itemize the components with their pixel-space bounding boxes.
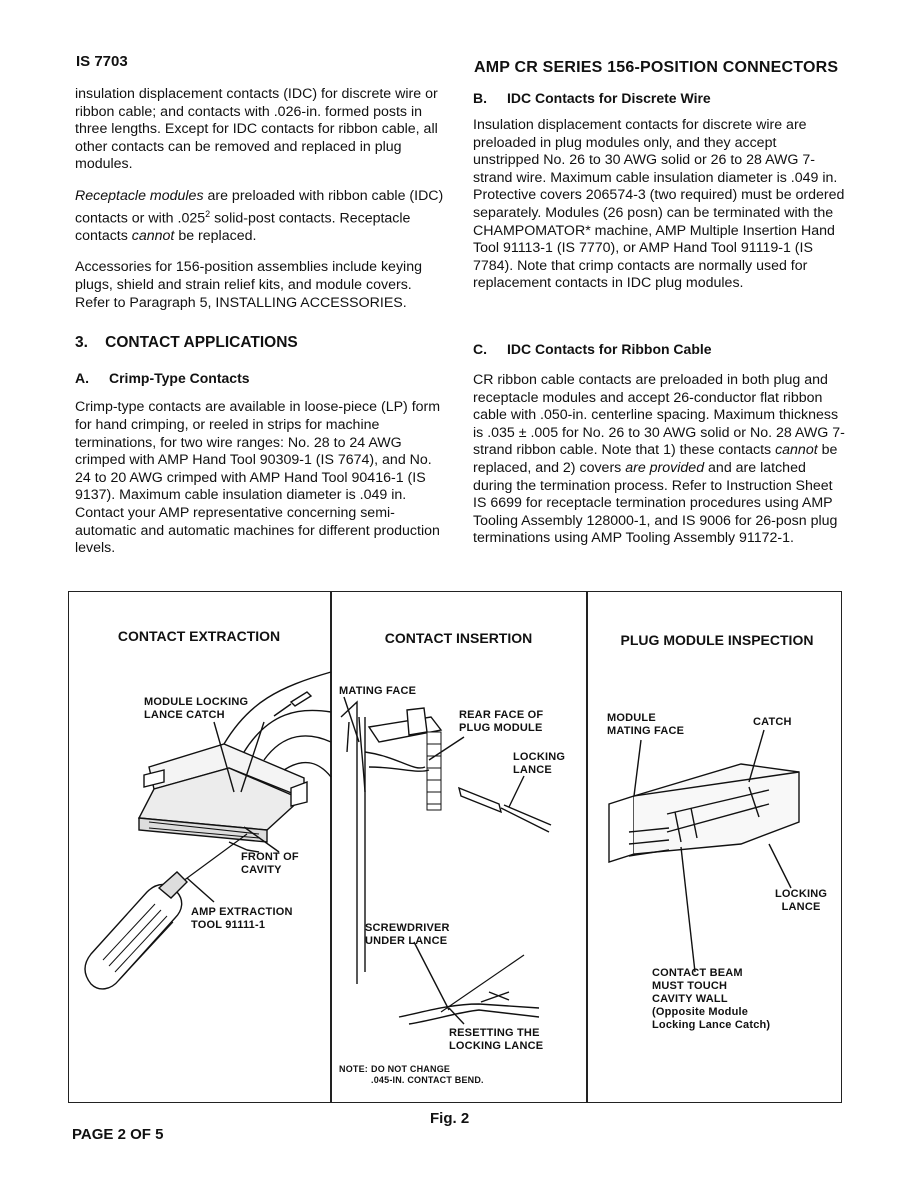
panel-title-extraction: CONTACT EXTRACTION [117, 628, 281, 644]
cannot-term: cannot [775, 442, 818, 459]
subheading-letter: C. [473, 341, 487, 357]
paragraph-accessories: Accessories for 156-position assemblies include keying plugs, shield and strain relief kits, and module covers. Refer to Paragraph 5, INSTALLING ACCESSORIES. [75, 259, 422, 311]
paragraph-crimp-type: Crimp-type contacts are available in loose-piece (LP) form for hand crimping, or reeled in strips for machine terminations, for two wire ranges: No. 28 to 24 AWG crimped with AMP Hand Tool 90309-1 (IS 7674), and No. 24 to 20 AWG crimped with AMP Hand Tool 90416-1 (IS 9137). Maximum cable insulation diameter is .049 in. Contact your AMP representative concerning semi-automatic and automatic machines for different production levels. [75, 399, 441, 557]
subheading-title: Crimp-Type Contacts [109, 369, 250, 386]
panel-title-insertion: CONTACT INSERTION [384, 630, 533, 646]
are-provided-term: are provided [625, 459, 705, 476]
paragraph-receptacle-modules [75, 188, 445, 246]
receptacle-text-a: are preloaded with ribbon cable (IDC) contacts or with .025 [75, 187, 444, 227]
document-id: IS 7703 [76, 53, 128, 70]
callout-contact-beam: CONTACT BEAM MUST TOUCH CAVITY WALL (Opposite Module Locking Lance Catch) [652, 967, 771, 1031]
receptacle-text-b: solid-post contacts. Receptacle contacts [75, 210, 411, 244]
callout-screwdriver-under-lance: SCREWDRIVER UNDER LANCE [365, 922, 450, 947]
callout-mating-face: MATING FACE [339, 685, 417, 697]
callout-rear-face: REAR FACE OF PLUG MODULE [459, 709, 544, 734]
subheading-idc-ribbon [473, 341, 712, 357]
superscript: 2 [205, 208, 211, 219]
panel-title-inspection: PLUG MODULE INSPECTION [620, 632, 814, 648]
right-column [473, 117, 845, 307]
subheading-idc-discrete [473, 90, 711, 106]
subheading-letter: A. [75, 369, 89, 386]
paragraph-idc-intro: insulation displacement contacts (IDC) for discrete wire or ribbon cable; and contacts with .026-in. formed posts in three lengths. Except for IDC contacts for ribbon cable, all other contacts can be removed and replaced in plug modules. [75, 86, 438, 173]
right-column-lower [473, 372, 845, 562]
ribbon-text-a: CR ribbon cable contacts are preloaded in both plug and receptacle modules and accept 26-conductor flat ribbon cable with .050-in. centerline spacing. Maximum thickness is .035 ± .005 for No. 26 to 30 AWG solid or No. 28 AWG 7-strand ribbon cable. Note that 1) these contacts [473, 372, 845, 459]
section-heading-contact-applications: 3. CONTACT APPLICATIONS [75, 334, 298, 352]
callout-catch: CATCH [753, 716, 792, 728]
ribbon-text-b: be replaced, and 2) covers [473, 442, 838, 476]
note-label: NOTE: [339, 1064, 368, 1074]
left-column [75, 86, 445, 572]
paragraph-idc-ribbon [473, 372, 845, 548]
receptacle-modules-term: Receptacle modules [75, 187, 204, 204]
series-title: AMP CR SERIES 156-POSITION CONNECTORS [474, 59, 839, 76]
page-number: PAGE 2 OF 5 [72, 1126, 164, 1143]
figure-caption: Fig. 2 [430, 1110, 470, 1127]
callout-module-mating-face: MODULE MATING FACE [607, 712, 685, 737]
paragraph-idc-discrete: Insulation displacement contacts for discrete wire are preloaded in plug modules only, and they accept unstripped No. 26 to 30 AWG solid or 26 to 28 AWG 7-strand wire. Maximum cable insulation diameter is .049 in. Protective covers 206574-3 (two required) must be ordered separately. Modules (26 posn) can be terminated with the CHAMPOMATOR* machine, AMP Multiple Insertion Hand Tool 91113-1 (IS 7770), or AMP Hand Tool 91119-1 (IS 7784). Note that crimp contacts are normally used for replacement contacts in IDC plug modules. [473, 117, 845, 292]
subheading-title: IDC Contacts for Ribbon Cable [507, 341, 712, 357]
figure-2 [68, 591, 842, 1103]
note-text: DO NOT CHANGE .045-IN. CONTACT BEND. [371, 1064, 484, 1085]
subheading-title: IDC Contacts for Discrete Wire [507, 90, 711, 106]
cannot-term: cannot [131, 227, 175, 244]
subheading-crimp-type [75, 370, 445, 388]
callout-extraction-tool: AMP EXTRACTION TOOL 91111-1 [191, 906, 293, 931]
receptacle-text-c: be replaced. [174, 227, 257, 244]
ribbon-text-c: and are latched during the termination process. Refer to Instruction Sheet IS 6699 for receptacle termination procedures using AMP Tooling Assembly 128000-1, and IS 9006 for 26-posn plug terminations using AMP Tooling Assembly 91172-1. [473, 459, 838, 547]
subheading-letter: B. [473, 90, 487, 106]
callout-locking-lance-inspection: LOCKING LANCE [775, 888, 828, 913]
callout-module-locking-lance-catch: MODULE LOCKING LANCE CATCH [144, 696, 249, 721]
callout-front-of-cavity: FRONT OF CAVITY [241, 851, 299, 876]
callout-locking-lance: LOCKING LANCE [513, 751, 566, 776]
callout-resetting-lance: RESETTING THE LOCKING LANCE [449, 1027, 544, 1052]
